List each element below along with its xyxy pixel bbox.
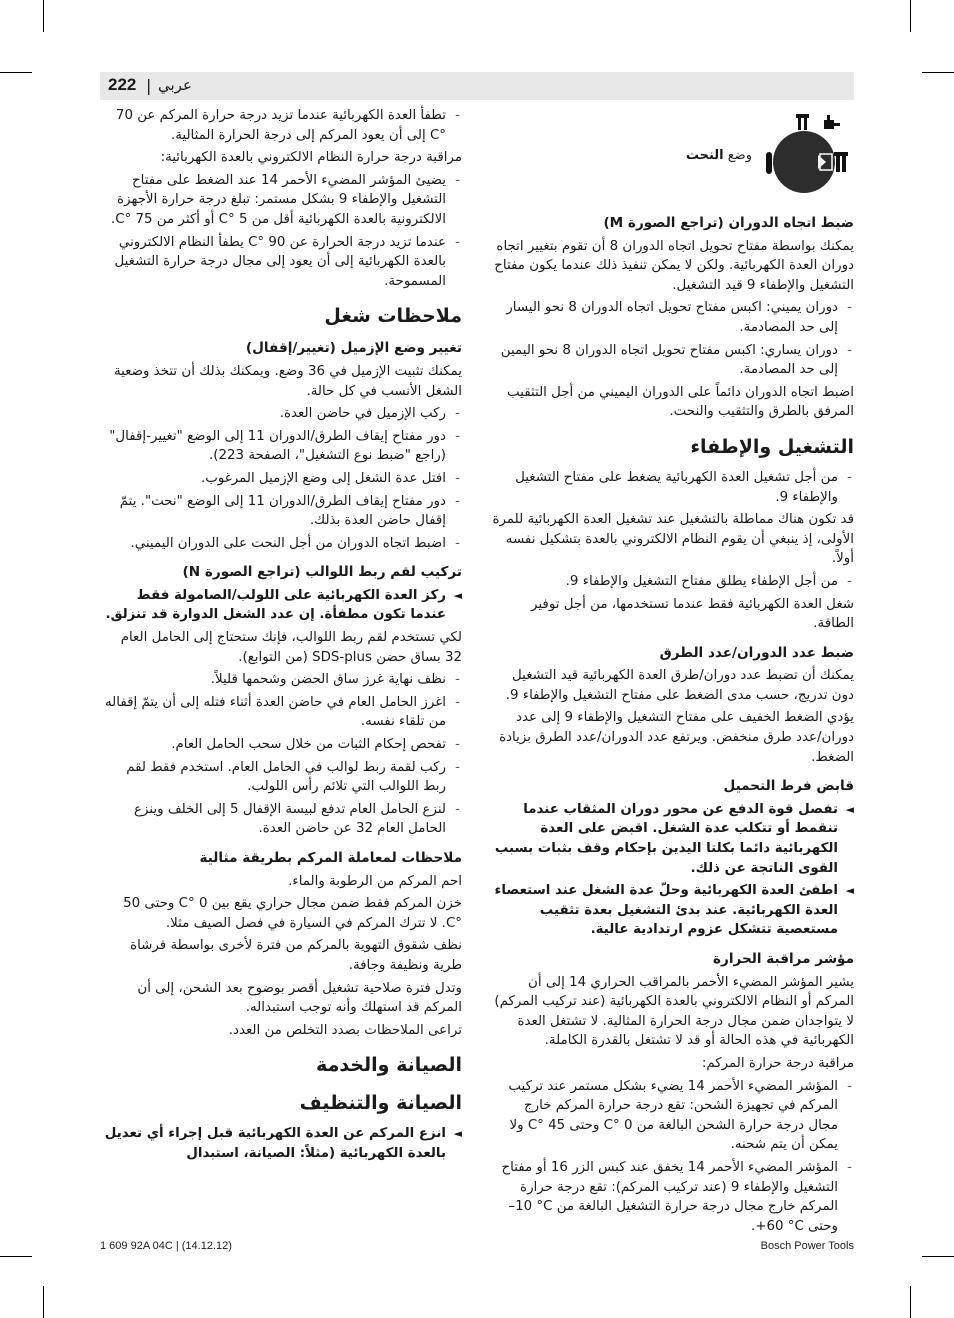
left-text-column <box>100 106 462 1167</box>
list-item: - اضبط اتجاه الدوران من أجل النحت على الدوران اليميني. <box>100 534 462 554</box>
list-item: - افتل عدة الشغل إلى وضع الإزميل المرغوب. <box>100 469 462 489</box>
list-item: - دوران يساري: اكبس مفتاح تحويل اتجاه الدوران 8 نحو اليمين إلى حد المصادمة. <box>492 341 854 380</box>
warning-item: ◄ اطفئ العدة الكهربائية وحلّ عدة الشغل عند استعصاء العدة الكهربائية. عند بدئ التشغيل بعدة تثقيب مستعصية تتشكل عزوم ارتدادية عالية. <box>492 881 854 940</box>
paragraph: يمكنك بواسطة مفتاح تحويل اتجاه الدوران 8 أن تقوم بتغيير اتجاه دوران العدة الكهربائية. ولكن لا يمكن تنفيذ ذلك عندما يكون مفتاح التشغيل والإطفاء 9 قيد التشغيل. <box>494 238 854 293</box>
mode-switch-diagram <box>762 110 858 196</box>
list-item: - تفحص إحكام الثبات من خلال سحب الحامل العام. <box>100 735 462 755</box>
list-item: - عندما تزيد درجة الحرارة عن 90 °C يطفأ النظام الالكتروني بالعدة الكهربائية إلى أن يعود إلى مجال درجة حرارة التشغيل المسموحة. <box>100 233 462 292</box>
header-separator: | <box>146 76 152 95</box>
bullet-list <box>492 298 854 379</box>
footer-left: 1 609 92A 04C | (14.12.12) <box>100 1240 232 1252</box>
bullet-list <box>492 468 854 507</box>
paragraph: يمكنك أن تضبط عدد دوران/طرق العدة الكهربائية قيد التشغيل دون تدريج، حسب مدى الضغط على مفتاح التشغيل والإطفاء 9. <box>505 668 854 703</box>
mode-caption-bold: النحت <box>685 148 724 163</box>
list-item: - من أجل تشغيل العدة الكهربائية يضغط على مفتاح التشغيل والإطفاء 9. <box>492 468 854 507</box>
mode-caption <box>660 148 752 163</box>
list-item: - تطفأ العدة الكهربائية عندما تزيد درجة حرارة المركم عن 70 °C إلى أن يعود المركم إلى درجة الحرارة المثالية. <box>100 106 462 145</box>
paragraph: نظف شقوق التهوية بالمركم من فترة لأخرى بواسطة فرشاة طرية ونظيفة وجافة. <box>130 938 462 973</box>
subsection-heading: مؤشر مراقبة الحرارة <box>713 951 854 967</box>
bullet-list <box>100 670 462 839</box>
paragraph: يشير المؤشر المضيء الأحمر بالمراقب الحراري 14 إلى أن المركم أو النظام الالكتروني بالعدة الكهربائية (عند تركيب المركم) لا يتواجدان ضمن مجال درجة الحرارة المثالية. لا تشتغل العدة الكهربائية في هذه الحالة أو قد لا تشتغل بالقدرة الكاملة. <box>494 974 854 1049</box>
list-item: - دوران يميني: اكبس مفتاح تحويل اتجاه الدوران 8 نحو اليسار إلى حد المصادمة. <box>492 298 854 337</box>
paragraph: مراقبة درجة حرارة المركم: <box>701 1055 854 1071</box>
crop-mark <box>0 1256 32 1257</box>
section-heading: الصيانة والتنظيف <box>299 1092 462 1115</box>
bullet-list <box>100 171 462 292</box>
warning-item: ◄ تفصل قوة الدفع عن محور دوران المثقاب عندما تنقمط أو تتكلب عدة الشغل. اقبض على العدة الكهربائية دائما بكلتا اليدين بإحكام وقف بثبات بسبب القوى الناتجة عن ذلك. <box>492 800 854 878</box>
bullet-list <box>492 800 854 940</box>
list-item: - من أجل الإطفاء يطلق مفتاح التشغيل والإطفاء 9. <box>492 572 854 592</box>
list-item: - نظف نهاية غرز ساق الحضن وشحمها قليلاً. <box>100 670 462 690</box>
list-item: - ركب الإزميل في حاضن العدة. <box>100 404 462 424</box>
header-language: عربي <box>158 76 192 94</box>
crop-mark <box>43 1286 44 1318</box>
list-item: - دور مفتاح إيقاف الطرق/الدوران 11 إلى الوضع "نحت". يتمّ إقفال حاضن العدة بذلك. <box>100 492 462 531</box>
page-number: 222 <box>108 75 137 94</box>
list-item: - اغرز الحامل العام في حاضن العدة أثناء فتله إلى أن يتمّ إقفاله من تلقاء نفسه. <box>100 693 462 732</box>
paragraph: احم المركم من الرطوبة والماء. <box>288 873 462 889</box>
bullet-list <box>100 1124 462 1163</box>
warning-item: ◄ ركز العدة الكهربائية على اللولب/الصامولة فقط عندما تكون مطفأة. إن عدد الشغل الدوارة قد تنزلق. <box>100 586 462 625</box>
bullet-list <box>100 404 462 553</box>
subsection-heading: ضبط اتجاه الدوران (تراجع الصورة M) <box>603 215 854 231</box>
paragraph: تراعى الملاحظات بصدد التخلص من العدد. <box>228 1022 462 1038</box>
warning-item: ◄ انزع المركم عن العدة الكهربائية قبل إجراء أي تعديل بالعدة الكهربائية (مثلاً: الصيانة، استبدال <box>100 1124 462 1163</box>
list-item: - ركب لقمة ربط لوالب في الحامل العام. استخدم فقط لقم ربط اللوالب التي تلائم رأس اللولب. <box>100 758 462 797</box>
list-item: - المؤشر المضيء الأحمر 14 يضيء بشكل مستمر عند تركيب المركم في تجهيزة الشحن: تقع درجة حرارة المركم خارج مجال درجة حرارة الشحن البالغة من 0 °C وحتى 45 °C ولا يمكن أن يتم شحنه. <box>492 1077 854 1155</box>
footer-right: Bosch Power Tools <box>760 1240 854 1252</box>
paragraph: خزن المركم فقط ضمن مجال حراري يقع بين 0 °C وحتى 50 °C. لا تترك المركم في السيارة في فصل الصيف مثلا. <box>123 896 462 931</box>
subsection-heading: تركيب لقم ربط اللوالب (تراجع الصورة N) <box>182 564 462 581</box>
mode-switch-figure <box>762 110 858 196</box>
paragraph: شغل العدة الكهربائية فقط عندما تستخدمها، من أجل توفير الطاقة. <box>531 596 854 632</box>
subsection-heading: ملاحظات لمعاملة المركم بطريقة مثالية <box>199 850 462 866</box>
crop-mark <box>910 1286 911 1318</box>
subsection-heading: قابض فرط التحميل <box>723 778 854 795</box>
crop-mark <box>922 1256 954 1257</box>
section-heading: التشغيل والإطفاء <box>690 435 854 458</box>
bullet-list <box>100 106 462 145</box>
page-header <box>100 72 854 100</box>
list-item: - لنزع الحامل العام تدفع لبيسة الإقفال 5 إلى الخلف وينزع الحامل العام 32 عن حاضن العدة. <box>100 800 462 839</box>
crop-mark <box>0 72 32 73</box>
bullet-list <box>492 1077 854 1237</box>
mode-caption-prefix: وضع <box>727 148 752 163</box>
paragraph: لكي تستخدم لقم ربط اللوالب، فإنك ستحتاج إلى الحامل العام 32 بساق حضن SDS-plus (من التوابع). <box>120 630 462 665</box>
paragraph: اضبط اتجاه الدوران دائماً على الدوران اليميني من أجل التثقيب المرفق بالطرق والتثقيب والنحت. <box>507 384 854 420</box>
crop-mark <box>910 0 911 32</box>
subsection-heading: ضبط عدد الدوران/عدد الطرق <box>659 644 854 661</box>
paragraph: يؤدي الضغط الخفيف على مفتاح التشغيل والإطفاء 9 إلى عدد دوران/عدد طرق منخفض. ويرتفع عدد الدوران/عدد الطرق بزيادة الضغط. <box>499 710 854 765</box>
right-text-column <box>492 204 854 1239</box>
paragraph: يمكنك تثبيت الإزميل في 36 وضع. ويمكنك بذلك أن تتخذ وضعية الشغل الأنسب في كل حالة. <box>113 363 462 399</box>
list-item: - دور مفتاح إيقاف الطرق/الدوران 11 إلى الوضع "تغيير-إقفال" (راجع "ضبط نوع التشغيل"، الصفحة 223). <box>100 427 462 466</box>
section-heading: ملاحظات شغل <box>324 305 462 328</box>
paragraph: وتدل فترة صلاحية تشغيل أقصر بوضوح بعد الشحن، إلى أن المركم قد استهلك وأنه توجب استبداله. <box>137 980 462 1016</box>
paragraph: قد تكون هناك مماطلة بالتشغيل عند تشغيل العدة الكهربائية للمرة الأولى، إذ ينبغي أن يقوم النظام الالكتروني بالعدة بتشكيل نفسه أولاً. <box>492 512 854 567</box>
list-item: - يضيئ المؤشر المضيء الأحمر 14 عند الضغط على مفتاح التشغيل والإطفاء 9 بشكل مستمر: تبلغ درجة حرارة الأجهزة الالكترونية بالعدة الكهربائية أقل من 5 °C أو أكثر من 75 °C. <box>100 171 462 230</box>
list-item: - المؤشر المضيء الأحمر 14 يخفق عند كبس الزر 16 أو مفتاح التشغيل والإطفاء 9 (عند تركيب المركم): تقع درجة حرارة المركم خارج مجال درجة حرارة التشغيل البالغة من ‎–10 °C وحتى ‎+60 °C. <box>492 1158 854 1236</box>
bullet-list <box>100 586 462 625</box>
bullet-list <box>492 572 854 592</box>
section-heading: الصيانة والخدمة <box>316 1054 462 1077</box>
paragraph: مراقبة درجة حرارة النظام الالكتروني بالعدة الكهربائية: <box>160 150 462 166</box>
crop-mark <box>43 0 44 32</box>
subsection-heading: تغيير وضع الإزميل (تغيير/إقفال) <box>245 340 462 357</box>
crop-mark <box>922 72 954 73</box>
